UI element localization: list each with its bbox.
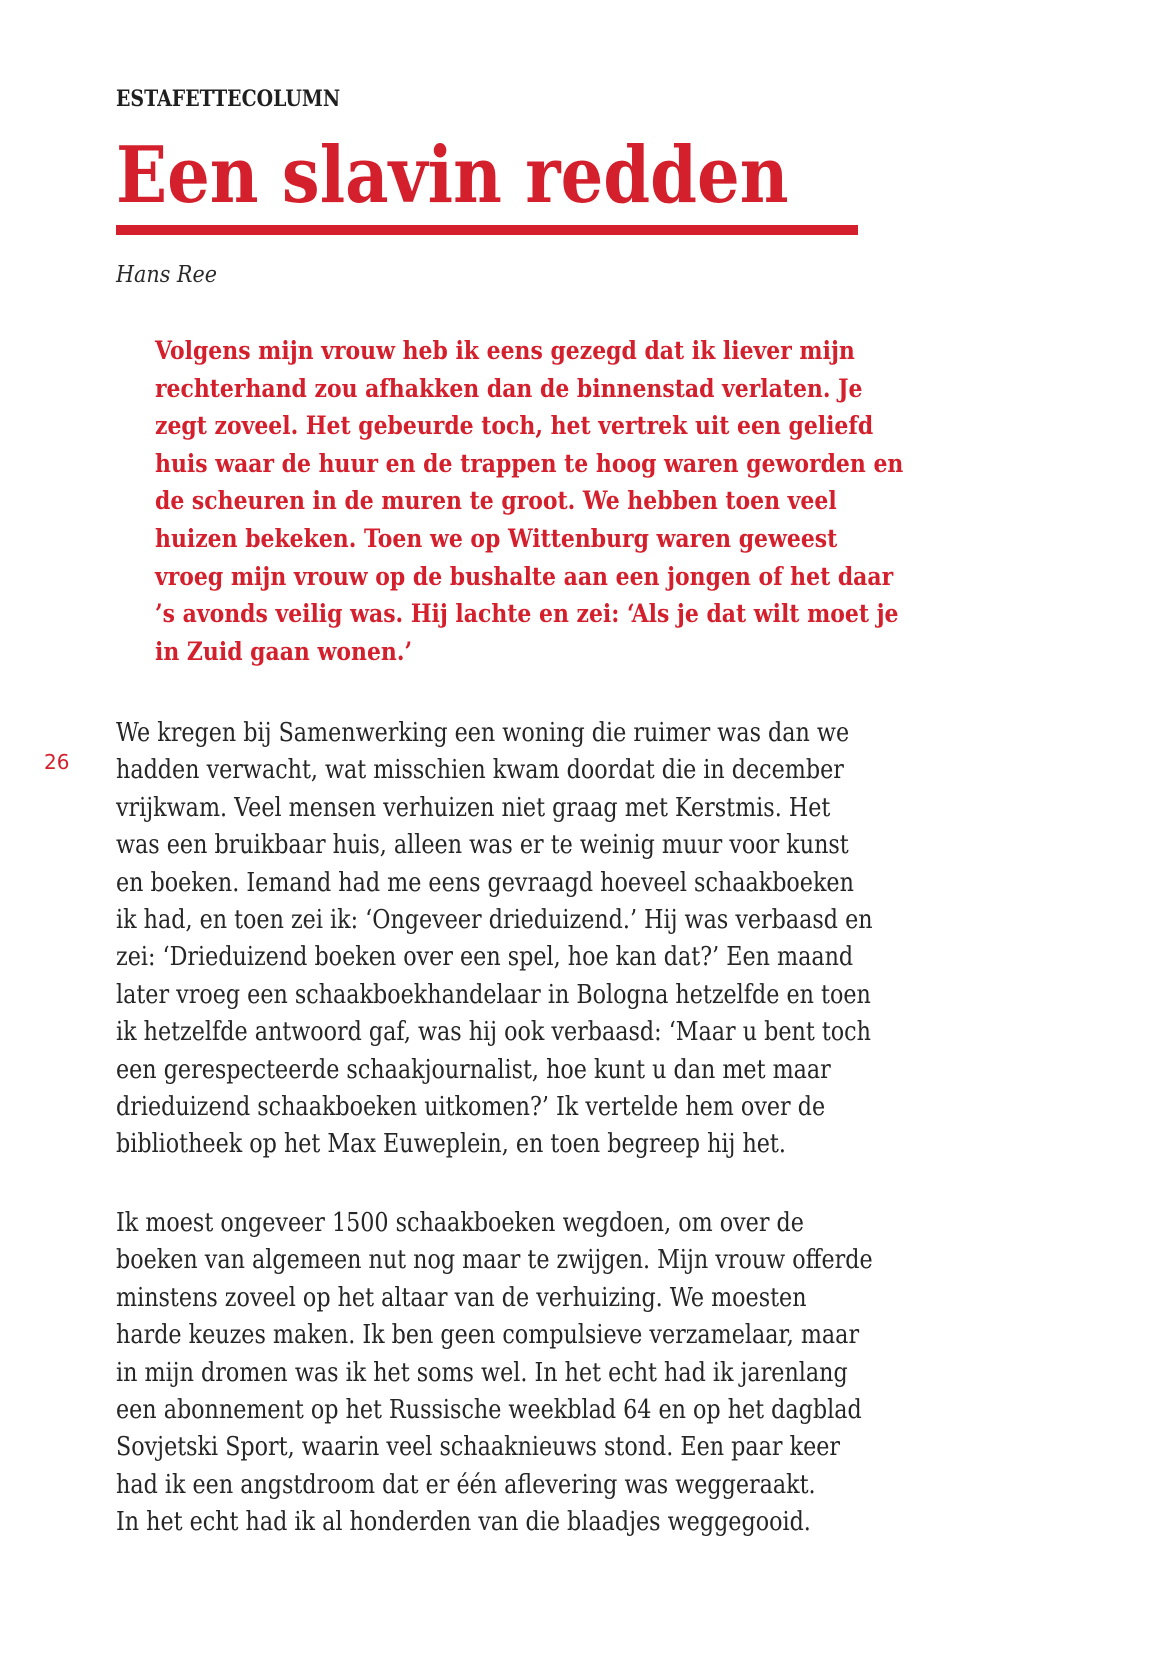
body-line: was een bruikbaar huis, alleen was er te weinig muur voor kunst xyxy=(116,830,849,861)
page-number: 26 xyxy=(44,750,70,774)
body-line: Ik moest ongeveer 1500 schaakboeken wegdoen, om over de xyxy=(116,1208,804,1238)
intro-line: in Zuid gaan wonen.’ xyxy=(155,636,413,667)
intro-line: huis waar de huur en de trappen te hoog waren geworden en xyxy=(155,448,904,479)
body-line: We kregen bij Samenwerking een woning die ruimer was dan we xyxy=(116,718,850,748)
body-paragraph-1 xyxy=(116,715,1016,1164)
body-line: ik hetzelfde antwoord gaf, was hij ook verbaasd: ‘Maar u bent toch xyxy=(116,1017,871,1048)
body-paragraph-2 xyxy=(116,1205,1016,1542)
body-line: had ik een angstdroom dat er één aflevering was weggeraakt. xyxy=(116,1469,816,1500)
body-line: harde keuzes maken. Ik ben geen compulsieve verzamelaar, maar xyxy=(116,1320,860,1351)
author-byline: Hans Ree xyxy=(116,262,218,288)
body-line: drieduizend schaakboeken uitkomen?’ Ik vertelde hem over de xyxy=(116,1092,826,1123)
article-title: Een slavin redden xyxy=(116,130,789,221)
body-line: bibliotheek op het Max Euweplein, en toen begreep hij het. xyxy=(116,1129,786,1160)
title-block xyxy=(116,128,858,224)
intro-line: zegt zoveel. Het gebeurde toch, het vertrek uit een geliefd xyxy=(155,411,874,442)
body-line: zei: ‘Drieduizend boeken over een spel, hoe kan dat?’ Een maand xyxy=(116,942,854,973)
section-kicker: ESTAFETTECOLUMN xyxy=(116,86,341,112)
body-line: later vroeg een schaakboekhandelaar in Bologna hetzelfde en toen xyxy=(116,979,871,1010)
intro-line: huizen bekeken. Toen we op Wittenburg waren geweest xyxy=(155,523,838,554)
body-line: ik had, en toen zei ik: ‘Ongeveer drieduizend.’ Hij was verbaasd en xyxy=(116,905,873,936)
title-underline-rule xyxy=(116,225,858,235)
intro-line: de scheuren in de muren te groot. We hebben toen veel xyxy=(155,486,837,517)
body-line: boeken van algemeen nut nog maar te zwijgen. Mijn vrouw offerde xyxy=(116,1245,873,1276)
body-line: vrijkwam. Veel mensen verhuizen niet graag met Kerstmis. Het xyxy=(116,792,831,823)
body-line: minstens zoveel op het altaar van de verhuizing. We moesten xyxy=(116,1282,807,1313)
intro-line: Volgens mijn vrouw heb ik eens gezegd dat ik liever mijn xyxy=(155,336,855,366)
body-line: een gerespecteerde schaakjournalist, hoe kunt u dan met maar xyxy=(116,1054,831,1085)
body-line: en boeken. Iemand had me eens gevraagd hoeveel schaakboeken xyxy=(116,867,854,898)
body-line: in mijn dromen was ik het soms wel. In het echt had ik jarenlang xyxy=(116,1357,848,1388)
intro-line: ’s avonds veilig was. Hij lachte en zei: ‘Als je dat wilt moet je xyxy=(155,599,899,630)
body-line: hadden verwacht, wat misschien kwam doordat die in december xyxy=(116,755,844,786)
intro-line: rechterhand zou afhakken dan de binnenstad verlaten. Je xyxy=(155,373,863,404)
intro-lead-paragraph xyxy=(155,333,1015,671)
body-line: In het echt had ik al honderden van die blaadjes weggegooid. xyxy=(116,1507,811,1538)
body-line: een abonnement op het Russische weekblad 64 en op het dagblad xyxy=(116,1395,862,1426)
intro-line: vroeg mijn vrouw op de bushalte aan een jongen of het daar xyxy=(155,561,894,592)
body-line: Sovjetski Sport, waarin veel schaaknieuws stond. Een paar keer xyxy=(116,1432,841,1463)
